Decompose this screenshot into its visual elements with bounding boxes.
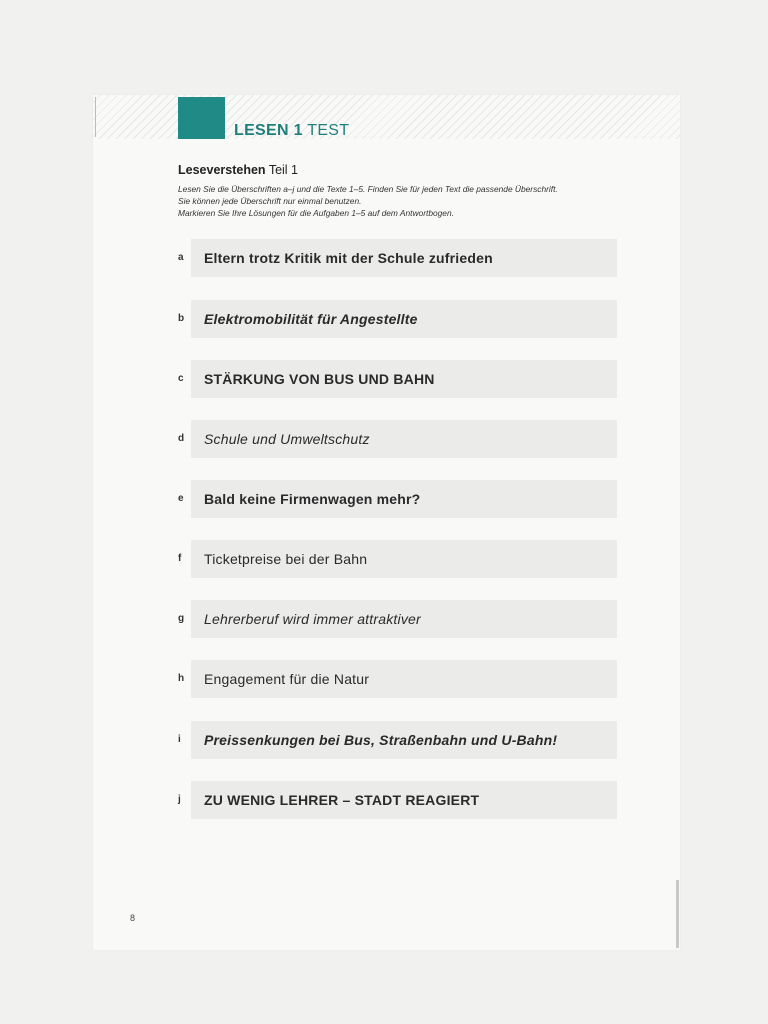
heading-box: [191, 480, 617, 518]
instruction-line: Markieren Sie Ihre Lösungen für die Aufgaben 1–5 auf dem Antwortbogen.: [178, 208, 454, 218]
heading-option-i: [178, 721, 618, 759]
heading-text: Engagement für die Natur: [204, 671, 370, 687]
section-marker: [178, 97, 225, 139]
subtitle-part: Teil 1: [268, 163, 298, 177]
section-subtitle: [178, 163, 298, 177]
option-letter: i: [178, 734, 181, 745]
heading-text: Elektromobilität für Angestellte: [204, 311, 418, 327]
heading-option-f: [178, 540, 618, 578]
title-suffix: TEST: [307, 122, 350, 139]
worksheet-page: [93, 95, 680, 950]
heading-box: [191, 239, 617, 277]
heading-text: Schule und Umweltschutz: [204, 431, 370, 447]
heading-text: STÄRKUNG VON BUS UND BAHN: [204, 371, 435, 387]
option-letter: j: [178, 794, 181, 805]
option-letter: c: [178, 373, 184, 384]
subtitle-main: Leseverstehen: [178, 163, 266, 177]
instruction-line: Sie können jede Überschrift nur einmal benutzen.: [178, 196, 362, 206]
page-number: 8: [130, 913, 136, 923]
heading-box: [191, 600, 617, 638]
heading-text: ZU WENIG LEHRER – STADT REAGIERT: [204, 792, 480, 808]
option-letter: d: [178, 433, 185, 444]
heading-text: Ticketpreise bei der Bahn: [204, 551, 368, 567]
heading-option-j: [178, 781, 618, 819]
heading-text: Eltern trotz Kritik mit der Schule zufrieden: [204, 250, 493, 266]
title-main: LESEN 1: [234, 122, 303, 139]
heading-box: [191, 660, 617, 698]
option-letter: h: [178, 673, 185, 684]
heading-box: [191, 781, 617, 819]
heading-text: Lehrerberuf wird immer attraktiver: [204, 611, 421, 627]
heading-text: Preissenkungen bei Bus, Straßenbahn und U-Bahn!: [204, 732, 558, 748]
heading-text: Bald keine Firmenwagen mehr?: [204, 491, 421, 507]
page-title: [234, 122, 349, 140]
heading-box: [191, 420, 617, 458]
heading-option-e: [178, 480, 618, 518]
option-letter: b: [178, 313, 185, 324]
heading-box: [191, 721, 617, 759]
page-edge-shadow: [676, 880, 679, 948]
instructions: [178, 183, 618, 219]
heading-option-g: [178, 600, 618, 638]
heading-box: [191, 540, 617, 578]
option-letter: g: [178, 613, 185, 624]
heading-option-d: [178, 420, 618, 458]
heading-option-c: [178, 360, 618, 398]
header-rule: [95, 97, 96, 137]
heading-box: [191, 360, 617, 398]
heading-option-a: [178, 239, 618, 277]
heading-box: [191, 300, 617, 338]
option-letter: e: [178, 493, 184, 504]
heading-option-b: [178, 300, 618, 338]
option-letter: f: [178, 553, 182, 564]
option-letter: a: [178, 252, 184, 263]
heading-option-h: [178, 660, 618, 698]
instruction-line: Lesen Sie die Überschriften a–j und die Texte 1–5. Finden Sie für jeden Text die passende Überschrift.: [178, 184, 558, 194]
